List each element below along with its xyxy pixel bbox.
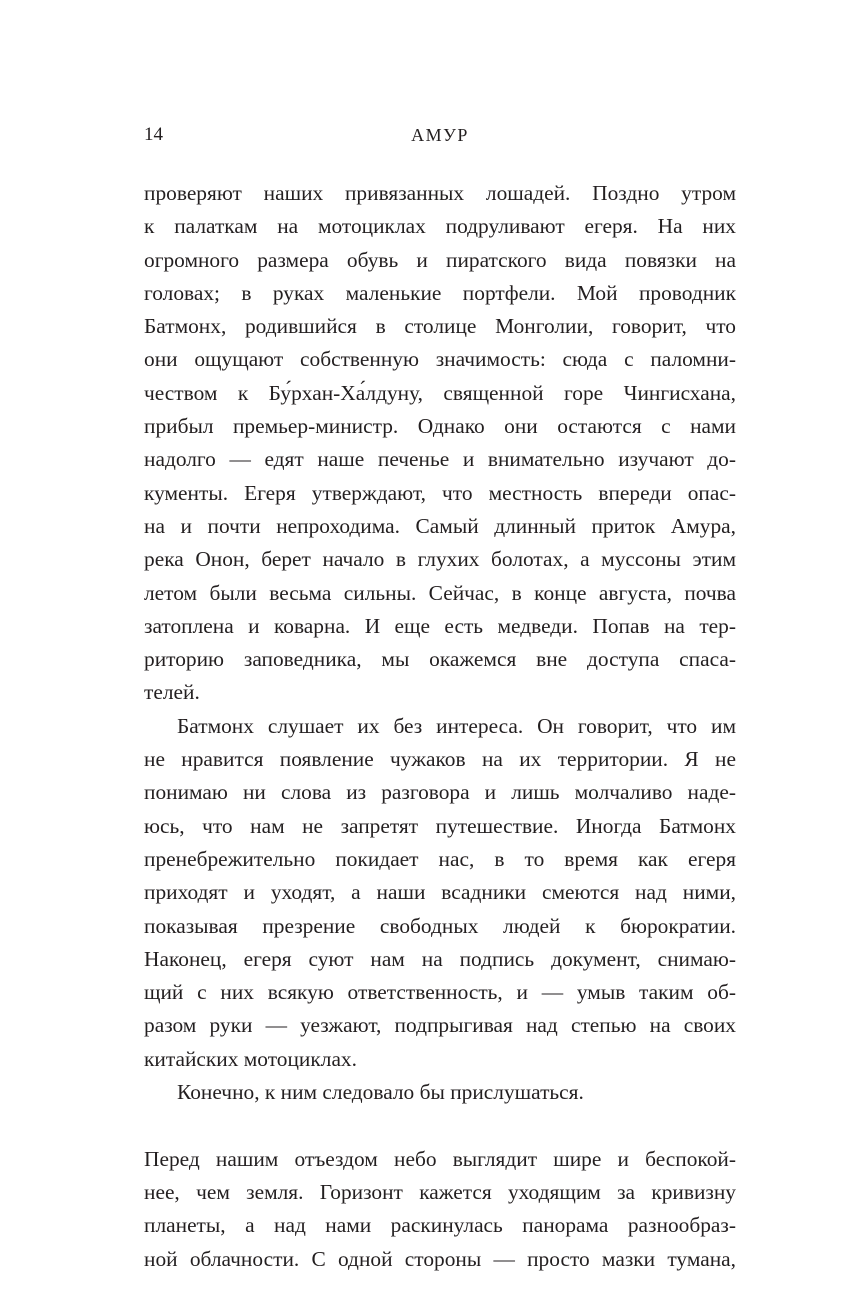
paragraph (144, 710, 736, 1076)
text-line: Конечно, к ним следовало бы прислушаться. (177, 1080, 584, 1105)
section-break (144, 1109, 736, 1142)
text-line: не нравится появление чужаков на их территории. Я не (144, 747, 736, 772)
text-line: Наконец, егеря суют нам на подпись документ, снимаю- (144, 946, 736, 971)
text-line: к палаткам на мотоциклах подруливают егеря. На них (144, 214, 736, 239)
text-line: огромного размера обувь и пиратского вида повязки на (144, 247, 736, 272)
text-line: китайских мотоциклах. (144, 1046, 357, 1071)
text-line: телей. (144, 680, 200, 705)
text-line: Батмонх слушает их без интереса. Он говорит, что им (177, 713, 736, 738)
text-line: понимаю ни слова из разговора и лишь молчаливо наде- (144, 780, 736, 805)
text-line: на и почти непроходима. Самый длинный приток Амура, (144, 513, 736, 538)
text-line: они ощущают собственную значимость: сюда с паломни- (144, 347, 736, 372)
text-line: кументы. Егеря утверждают, что местность впереди опас- (144, 480, 736, 505)
text-line: река Онон, берет начало в глухих болотах, а муссоны этим (144, 547, 736, 572)
body-text (144, 177, 736, 1276)
text-line: Батмонх, родившийся в столице Монголии, говорит, что (144, 314, 736, 339)
page-number: 14 (144, 124, 163, 145)
text-line: показывая презрение свободных людей к бюрократии. (144, 913, 736, 938)
text-line: затоплена и коварна. И еще есть медведи. Попав на тер- (144, 613, 736, 638)
text-line: ной облачности. С одной стороны — просто мазки тумана, (144, 1246, 736, 1271)
page-header (144, 120, 736, 150)
text-line: планеты, а над нами раскинулась панорама разнообраз- (144, 1213, 736, 1238)
text-line: юсь, что нам не запретят путешествие. Иногда Батмонх (144, 813, 736, 838)
paragraph (144, 177, 736, 710)
text-line: щий с них всякую ответственность, и — умыв таким об- (144, 980, 736, 1005)
text-line: летом были весьма сильны. Сейчас, в конце августа, почва (144, 580, 736, 605)
text-line: приходят и уходят, а наши всадники смеются над ними, (144, 880, 736, 905)
paragraph (144, 1143, 736, 1276)
text-line: надолго — едят наше печенье и внимательно изучают до- (144, 447, 736, 472)
text-line: нее, чем земля. Горизонт кажется уходящим за кривизну (144, 1179, 736, 1204)
text-line: проверяют наших привязанных лошадей. Поздно утром (144, 181, 736, 205)
text-line: Перед нашим отъездом небо выглядит шире и беспокой- (144, 1146, 736, 1171)
running-head: АМУР (411, 125, 469, 145)
text-line: разом руки — уезжают, подпрыгивая над степью на своих (144, 1013, 736, 1038)
text-line: риторию заповедника, мы окажемся вне доступа спаса- (144, 647, 736, 672)
text-line: прибыл премьер-министр. Однако они остаются с нами (144, 414, 736, 439)
text-line: головах; в руках маленькие портфели. Мой проводник (144, 280, 736, 305)
text-line: чеством к Бу́рхан-Ха́лдуну, священной горе Чингисхана, (144, 380, 736, 405)
text-line: пренебрежительно покидает нас, в то время как егеря (144, 846, 736, 871)
paragraph (144, 1076, 736, 1109)
